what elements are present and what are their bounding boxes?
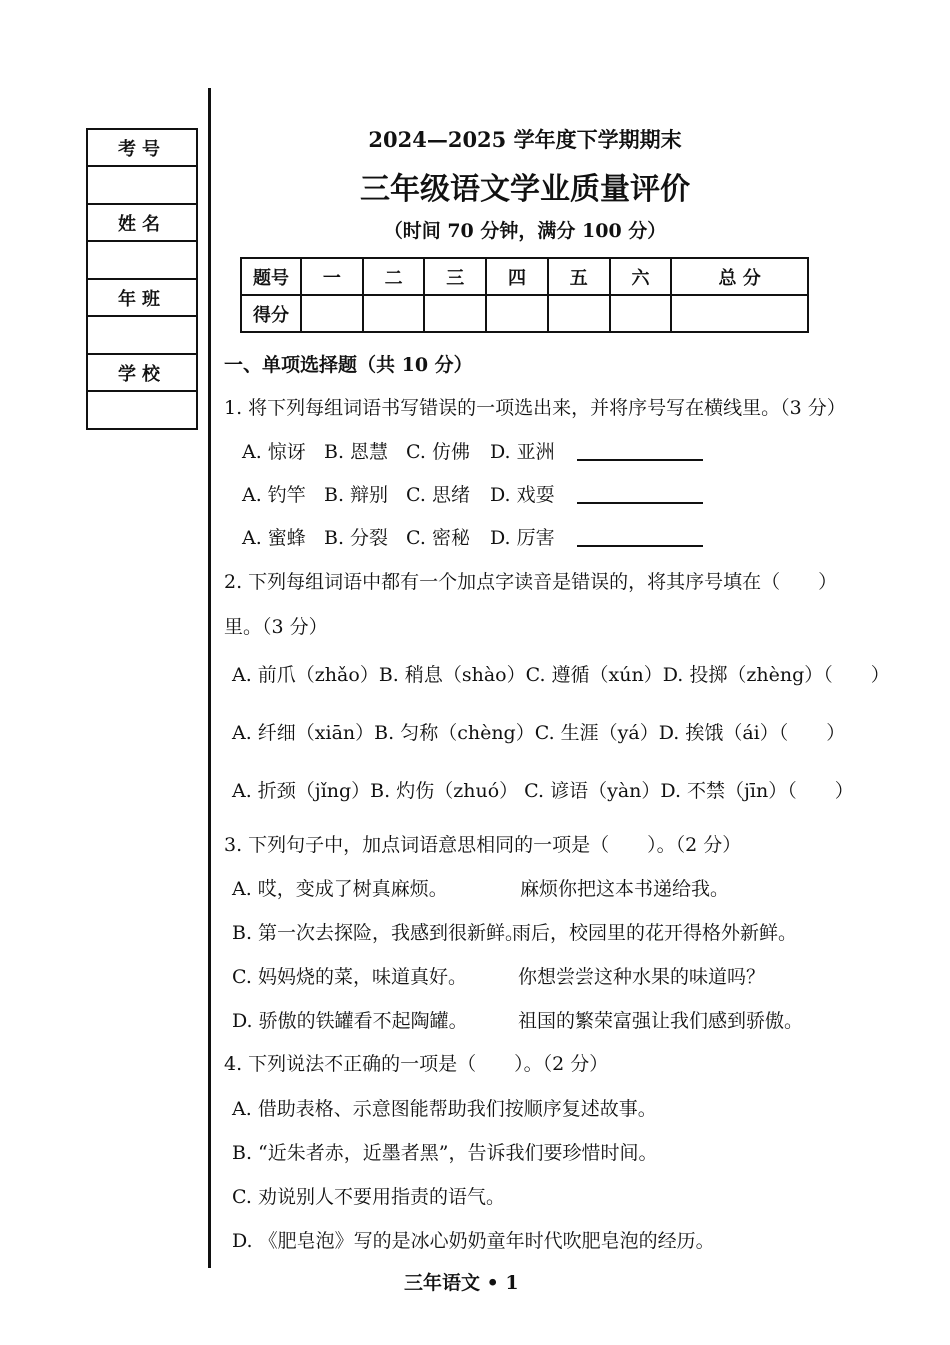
score-cell[interactable] — [486, 295, 548, 332]
question-4-stem: 4. 下列说法不正确的一项是（ ）。（2 分） — [224, 1053, 609, 1075]
score-header-cell: 总 分 — [671, 258, 808, 295]
q4-option: D. 《肥皂泡》写的是冰心奶奶童年时代吹肥皂泡的经历。 — [232, 1230, 715, 1252]
section-title: 一、单项选择题（共 10 分） — [224, 354, 473, 376]
q1-answer-line[interactable] — [577, 459, 703, 461]
page-title: 三年级语文学业质量评价 — [360, 172, 690, 207]
name-field[interactable] — [88, 242, 196, 280]
q1-answer-line[interactable] — [577, 502, 703, 504]
q1-option: D. 亚洲 — [490, 441, 555, 463]
class-label: 年班 — [88, 280, 196, 317]
q1-answer-line[interactable] — [577, 545, 703, 547]
name-label: 姓名 — [88, 205, 196, 242]
q1-option: C. 仿佛 — [406, 441, 470, 463]
score-header-cell: 一 — [301, 258, 363, 295]
q3-option-right: 雨后，校园里的花开得格外新鲜。 — [512, 922, 798, 944]
q1-option: B. 分裂 — [324, 527, 389, 549]
score-cell[interactable] — [548, 295, 610, 332]
score-cell[interactable] — [671, 295, 808, 332]
score-cell[interactable] — [301, 295, 363, 332]
school-label: 学校 — [88, 355, 196, 392]
score-header-cell: 题号 — [241, 258, 301, 295]
q3-option-left: C. 妈妈烧的菜，味道真好。 — [232, 966, 467, 988]
q4-option: A. 借助表格、示意图能帮助我们按顺序复述故事。 — [232, 1098, 657, 1120]
score-header-cell: 五 — [548, 258, 610, 295]
q1-option: D. 厉害 — [490, 527, 555, 549]
score-header-cell: 六 — [610, 258, 672, 295]
q3-option-right: 麻烦你把这本书递给我。 — [520, 878, 730, 900]
q3-option-right: 祖国的繁荣富强让我们感到骄傲。 — [518, 1010, 804, 1032]
class-field[interactable] — [88, 317, 196, 355]
q1-option: C. 思绪 — [406, 484, 470, 506]
q2-option-row: A. 纤细（xiān）B. 匀称（chèng）C. 生涯（yá）D. 挨饿（ái）（ ） — [232, 722, 846, 744]
question-2-stem: 2. 下列每组词语中都有一个加点字读音是错误的，将其序号填在（ ） — [224, 571, 838, 593]
exam-term-title: 2024—2025 学年度下学期期末 — [368, 127, 682, 152]
question-1-stem: 1. 将下列每组词语书写错误的一项选出来，并将序号写在横线里。（3 分） — [224, 397, 846, 419]
q1-option: A. 蜜蜂 — [242, 527, 306, 549]
binding-line — [208, 88, 211, 1268]
q2-option-row: A. 前爪（zhǎo）B. 稍息（shào）C. 遵循（xún）D. 投掷（zhèng）（ ） — [232, 664, 890, 686]
score-table-score-row — [241, 295, 808, 332]
score-header-cell: 二 — [363, 258, 425, 295]
q3-option-left: A. 哎，变成了树真麻烦。 — [232, 878, 448, 900]
score-table-header-row — [241, 258, 808, 295]
q4-option: C. 劝说别人不要用指责的语气。 — [232, 1186, 505, 1208]
score-cell[interactable] — [363, 295, 425, 332]
q1-option: D. 戏耍 — [490, 484, 555, 506]
q1-option: B. 恩慧 — [324, 441, 389, 463]
q1-option: A. 惊讶 — [242, 441, 306, 463]
question-3-stem: 3. 下列句子中，加点词语意思相同的一项是（ ）。（2 分） — [224, 834, 742, 856]
q1-option: A. 钓竿 — [242, 484, 306, 506]
page-footer: 三年语文 • 1 — [404, 1272, 519, 1294]
exam-time-info: （时间 70 分钟，满分 100 分） — [383, 220, 667, 242]
exam-number-label: 考号 — [88, 130, 196, 167]
school-field[interactable] — [88, 392, 196, 428]
q1-option: C. 密秘 — [406, 527, 470, 549]
q1-option: B. 辩别 — [324, 484, 389, 506]
score-header-cell: 三 — [424, 258, 486, 295]
score-table — [240, 257, 809, 333]
q3-option-left: B. 第一次去探险，我感到很新鲜。 — [232, 922, 525, 944]
score-cell[interactable] — [610, 295, 672, 332]
score-cell[interactable] — [424, 295, 486, 332]
question-2-stem-cont: 里。（3 分） — [224, 616, 328, 638]
q4-option: B. “近朱者赤，近墨者黑”，告诉我们要珍惜时间。 — [232, 1142, 658, 1164]
score-row-label: 得分 — [241, 295, 301, 332]
q3-option-right: 你想尝尝这种水果的味道吗？ — [518, 966, 766, 988]
q3-option-left: D. 骄傲的铁罐看不起陶罐。 — [232, 1010, 468, 1032]
q2-option-row: A. 折颈（jǐng）B. 灼伤（zhuó） C. 谚语（yàn）D. 不禁（jīn）（ ） — [232, 780, 854, 802]
score-header-cell: 四 — [486, 258, 548, 295]
